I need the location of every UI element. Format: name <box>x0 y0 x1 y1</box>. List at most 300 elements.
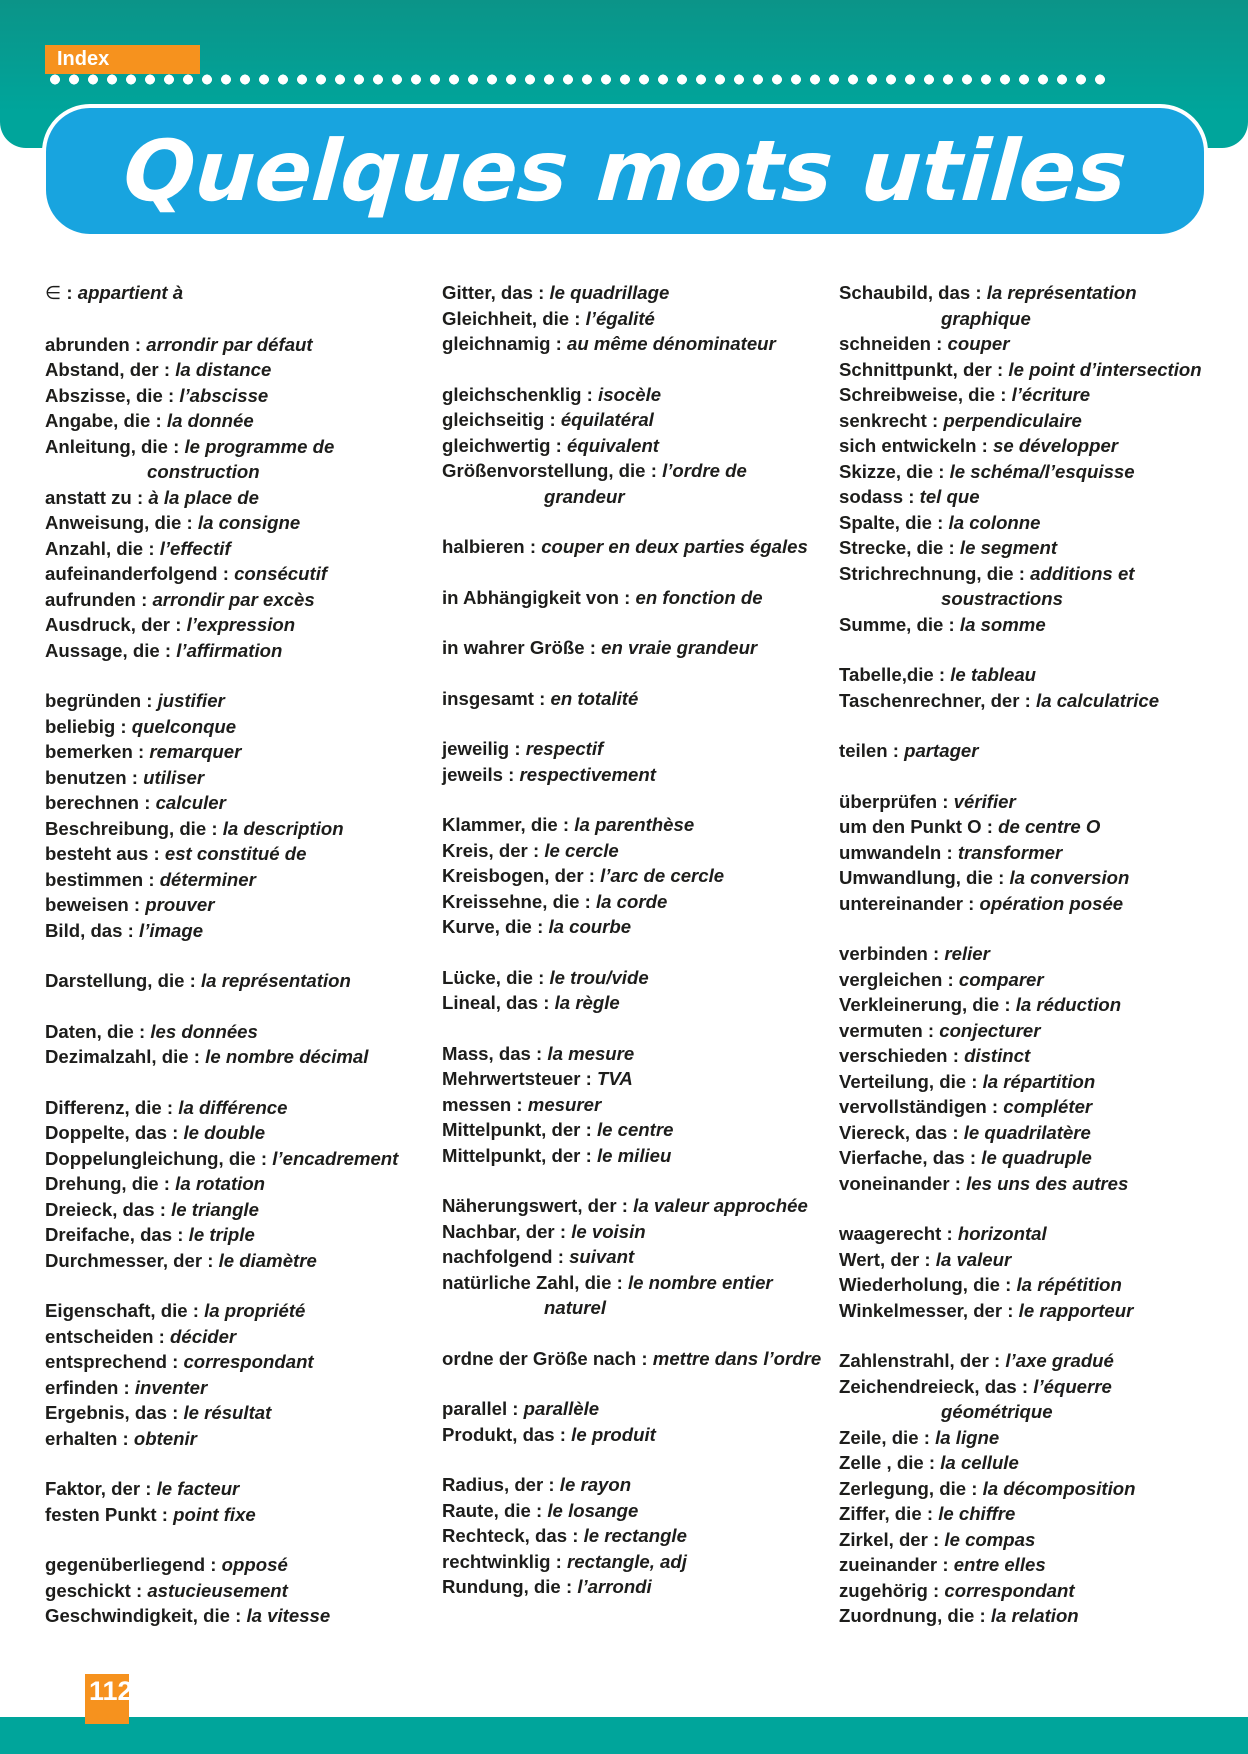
vocab-entry <box>442 762 823 788</box>
vocab-entry <box>442 838 823 864</box>
french-translation: rectangle, adj <box>567 1550 687 1572</box>
french-translation: l’axe gradué <box>1005 1350 1114 1371</box>
german-term: vermuten <box>839 1019 923 1041</box>
separator-colon: : <box>636 1347 653 1369</box>
french-translation: le losange <box>547 1499 639 1521</box>
vocab-entry <box>442 1066 823 1092</box>
vocab-group <box>442 635 823 661</box>
german-term: Ausdruck, der <box>45 614 171 635</box>
separator-colon: : <box>162 384 180 406</box>
german-term: Schreibweise, die <box>839 384 996 405</box>
vocabulary-columns <box>45 280 1220 1629</box>
separator-colon: : <box>532 966 550 988</box>
vocab-entry <box>45 280 426 307</box>
german-term: umwandeln <box>839 841 942 863</box>
separator-colon: : <box>966 1477 983 1499</box>
separator-colon: : <box>532 282 550 303</box>
vocab-entry <box>442 1117 823 1143</box>
separator-colon: : <box>530 1499 548 1521</box>
french-translation: la colonne <box>948 511 1041 533</box>
french-translation: le schéma/l’esquisse <box>949 460 1135 482</box>
french-translation: opération posée <box>979 892 1124 914</box>
french-translation: perpendiculaire <box>943 409 1082 431</box>
french-translation: la distance <box>175 359 272 380</box>
vocab-entry <box>45 561 426 587</box>
page-number-badge <box>85 1674 133 1724</box>
vocab-entry <box>45 1603 426 1629</box>
separator-colon: : <box>927 943 945 964</box>
german-term: jeweils <box>442 763 503 785</box>
french-translation: la valeur approchée <box>633 1195 808 1216</box>
french-translation: conjecturer <box>939 1019 1041 1041</box>
german-term: Rundung, die <box>442 1576 561 1597</box>
french-translation: déterminer <box>159 868 256 890</box>
vocab-entry <box>45 688 426 714</box>
german-term: Drehung, die <box>45 1173 159 1194</box>
french-translation: le trou/vide <box>549 966 649 988</box>
separator-colon: : <box>61 282 78 303</box>
french-translation: l’affirmation <box>176 639 283 661</box>
vocab-entry <box>839 1476 1220 1502</box>
separator-colon: : <box>974 1605 991 1626</box>
german-term: Daten, die <box>45 1020 134 1042</box>
vocab-entry <box>442 1396 823 1422</box>
page-number: 112 <box>89 1676 133 1706</box>
french-translation: la corde <box>595 890 668 912</box>
separator-colon: : <box>135 588 153 610</box>
vocab-entry <box>839 1272 1220 1298</box>
french-translation: transformer <box>957 841 1063 863</box>
german-term: entsprechend <box>45 1351 167 1372</box>
separator-colon: : <box>166 1402 184 1423</box>
separator-colon: : <box>560 1576 578 1597</box>
french-translation: la représentation graphique <box>941 282 1137 329</box>
vocab-group <box>442 736 823 787</box>
german-term: Näherungswert, der <box>442 1195 617 1216</box>
separator-colon: : <box>580 1119 597 1140</box>
separator-colon: : <box>926 409 944 431</box>
german-term: aufeinanderfolgend <box>45 563 218 584</box>
separator-colon: : <box>550 434 568 456</box>
separator-colon: : <box>550 1550 568 1572</box>
vocab-entry <box>839 967 1220 993</box>
french-translation: le triple <box>188 1224 255 1245</box>
separator-colon: : <box>927 1579 945 1601</box>
german-term: Doppelungleichung, die <box>45 1147 256 1169</box>
vocab-entry <box>45 1426 426 1452</box>
german-term: Summe, die <box>839 613 944 635</box>
separator-colon: : <box>153 1325 171 1347</box>
german-term: natürliche Zahl, die <box>442 1271 612 1293</box>
separator-colon: : <box>531 916 549 937</box>
german-term: Zuordnung, die <box>839 1605 975 1626</box>
vocab-entry <box>442 965 823 991</box>
separator-colon: : <box>187 1300 205 1321</box>
german-term: Viereck, das <box>839 1121 948 1143</box>
french-translation: en totalité <box>550 687 639 709</box>
vocab-group <box>442 812 823 940</box>
german-term: Kreissehne, die <box>442 890 580 912</box>
german-term: Zirkel, der <box>839 1528 928 1550</box>
separator-colon: : <box>154 1198 172 1220</box>
german-term: anstatt zu <box>45 486 132 508</box>
french-translation: est constitué de <box>164 843 307 864</box>
vocab-entry <box>442 331 823 357</box>
german-term: Lineal, das <box>442 992 539 1013</box>
separator-colon: : <box>530 1042 548 1064</box>
french-translation: la somme <box>959 613 1046 635</box>
separator-colon: : <box>937 790 954 812</box>
separator-colon: : <box>1013 562 1031 584</box>
french-translation: mesurer <box>527 1093 602 1115</box>
french-translation: l’image <box>139 919 204 941</box>
separator-colon: : <box>166 1351 184 1372</box>
separator-colon: : <box>999 994 1016 1015</box>
vocab-group <box>442 280 823 357</box>
french-translation: l’équerre géométrique <box>941 1375 1112 1422</box>
french-translation: en fonction de <box>635 586 763 608</box>
separator-colon: : <box>502 763 520 785</box>
german-term: Schnittpunkt, der <box>839 358 992 380</box>
vocab-group <box>442 585 823 611</box>
french-translation: la valeur <box>935 1248 1012 1270</box>
vocab-entry <box>839 1221 1220 1247</box>
french-translation: l’ordre de grandeur <box>544 460 747 507</box>
french-translation: le point d’intersection <box>1008 358 1202 380</box>
german-term: zugehörig <box>839 1579 928 1601</box>
vocab-entry <box>442 635 823 661</box>
german-term: festen Punkt <box>45 1503 157 1525</box>
vocab-group <box>839 1221 1220 1323</box>
separator-colon: : <box>580 1068 597 1089</box>
german-term: jeweilig <box>442 738 510 759</box>
vocab-entry <box>442 736 823 762</box>
french-translation: la cellule <box>940 1452 1019 1473</box>
separator-colon: : <box>133 1020 151 1042</box>
separator-colon: : <box>995 384 1012 405</box>
separator-colon: : <box>170 614 187 635</box>
vocab-group <box>45 968 426 994</box>
separator-colon: : <box>999 1274 1017 1295</box>
french-translation: couper en deux parties égales <box>541 536 808 557</box>
german-term: halbieren <box>442 536 525 557</box>
french-translation: calculer <box>155 792 226 813</box>
vocab-entry <box>839 612 1220 638</box>
separator-colon: : <box>583 865 601 886</box>
vocab-entry <box>839 1120 1220 1146</box>
vocab-entry <box>839 814 1220 840</box>
french-translation: le tableau <box>950 664 1037 685</box>
vocab-entry <box>442 382 823 408</box>
vocab-entry <box>839 688 1220 714</box>
french-translation: de centre O <box>998 816 1101 837</box>
separator-colon: : <box>115 715 132 737</box>
german-term: gegenüberliegend <box>45 1554 206 1575</box>
vocab-entry <box>45 739 426 765</box>
german-term: Verkleinerung, die <box>839 994 1000 1015</box>
vocab-entry <box>45 408 426 434</box>
separator-colon: : <box>140 1478 157 1499</box>
separator-colon: : <box>949 1172 967 1194</box>
german-term: Spalte, die <box>839 511 932 533</box>
separator-colon: : <box>554 1423 572 1445</box>
german-term: vergleichen <box>839 968 943 990</box>
french-translation: correspondant <box>944 1579 1075 1601</box>
french-translation: équivalent <box>567 434 659 456</box>
vocab-entry <box>442 534 823 560</box>
vocab-entry <box>839 789 1220 815</box>
vocab-entry <box>442 1472 823 1498</box>
vocab-entry <box>45 790 426 816</box>
vocab-entry <box>442 1270 823 1321</box>
separator-colon: : <box>947 1121 964 1143</box>
index-tab <box>45 45 200 74</box>
separator-colon: : <box>533 687 551 709</box>
french-translation: la différence <box>178 1096 288 1118</box>
separator-colon: : <box>143 537 160 559</box>
vocab-entry <box>45 587 426 613</box>
german-term: Wiederholung, die <box>839 1274 1000 1295</box>
french-translation: la ligne <box>935 1426 1000 1448</box>
german-term: senkrecht <box>839 409 927 431</box>
separator-colon: : <box>538 992 555 1013</box>
vocab-entry <box>45 1552 426 1578</box>
vocab-group <box>45 688 426 943</box>
vocab-entry <box>442 1346 823 1372</box>
vocab-entry <box>839 1603 1220 1629</box>
vocab-entry <box>442 1244 823 1270</box>
vocab-entry <box>839 1578 1220 1604</box>
vocab-entry <box>442 1143 823 1169</box>
french-translation: quelconque <box>131 715 237 737</box>
german-term: Rechteck, das <box>442 1525 568 1546</box>
german-term: Umwandlung, die <box>839 867 993 888</box>
vocab-group <box>839 789 1220 917</box>
german-term: besteht aus <box>45 843 149 864</box>
separator-colon: : <box>933 664 951 685</box>
german-term: Schaubild, das <box>839 282 971 303</box>
german-term: Dreifache, das <box>45 1224 173 1245</box>
vocab-entry <box>442 280 823 306</box>
vocab-entry <box>839 1527 1220 1553</box>
french-translation: mettre dans l’ordre <box>652 1347 822 1369</box>
french-translation: astucieusement <box>147 1579 288 1601</box>
german-term: Zeichendreieck, das <box>839 1375 1017 1397</box>
german-term: gleichseitig <box>442 409 545 430</box>
french-translation: respectivement <box>519 763 656 785</box>
vocab-entry <box>442 914 823 940</box>
separator-colon: : <box>616 1195 634 1216</box>
vocab-entry <box>45 485 426 511</box>
vocab-entry <box>442 1219 823 1245</box>
french-translation: arrondir par excès <box>152 588 315 610</box>
french-translation: suivant <box>569 1246 635 1267</box>
vocab-group <box>442 1346 823 1372</box>
french-translation: la mesure <box>547 1042 635 1064</box>
french-translation: l’arc de cercle <box>600 865 725 886</box>
vocab-entry <box>45 357 426 383</box>
separator-colon: : <box>172 1224 189 1245</box>
french-translation: l’écriture <box>1011 384 1091 405</box>
separator-colon: : <box>129 333 147 355</box>
german-term: überprüfen <box>839 790 938 812</box>
vocab-group <box>839 1348 1220 1629</box>
vocab-entry <box>442 1193 823 1219</box>
german-term: Differenz, die <box>45 1096 162 1118</box>
french-translation: additions et soustractions <box>941 562 1135 609</box>
german-term: Geschwindigkeit, die <box>45 1605 230 1626</box>
german-term: Beschreibung, die <box>45 817 207 839</box>
vocab-group <box>442 965 823 1016</box>
german-term: gleichnamig <box>442 333 551 354</box>
french-translation: en vraie grandeur <box>601 637 758 658</box>
separator-colon: : <box>970 282 987 303</box>
german-term: gleichwertig <box>442 434 551 456</box>
vocab-entry <box>45 1044 426 1070</box>
german-term: entscheiden <box>45 1325 154 1347</box>
vocab-entry <box>442 306 823 332</box>
separator-colon: : <box>131 486 149 508</box>
german-term: Ziffer, die <box>839 1503 922 1524</box>
german-term: Dreieck, das <box>45 1198 155 1220</box>
separator-colon: : <box>117 1427 134 1449</box>
german-term: Anleitung, die <box>45 435 168 457</box>
vocab-entry <box>839 1374 1220 1425</box>
french-translation: la décomposition <box>982 1477 1136 1499</box>
separator-colon: : <box>141 690 158 711</box>
french-translation: la courbe <box>548 916 632 937</box>
french-translation: la rotation <box>175 1173 266 1194</box>
vocab-entry <box>442 1422 823 1448</box>
french-translation: l’abscisse <box>179 384 269 406</box>
german-term: voneinander <box>839 1172 950 1194</box>
french-translation: équilatéral <box>560 409 654 430</box>
german-term: Wert, der <box>839 1248 920 1270</box>
separator-colon: : <box>964 1147 982 1168</box>
french-translation: l’égalité <box>585 307 655 329</box>
german-term: Mass, das <box>442 1042 531 1064</box>
german-term: erfinden <box>45 1376 119 1398</box>
french-translation: horizontal <box>957 1223 1047 1244</box>
french-translation: distinct <box>964 1045 1031 1066</box>
german-term: Verteilung, die <box>839 1070 967 1092</box>
german-term: um den Punkt O <box>839 816 982 837</box>
separator-colon: : <box>181 512 198 533</box>
german-term: aufrunden <box>45 588 136 610</box>
german-term: Zelle , die <box>839 1452 924 1473</box>
german-term: verbinden <box>839 943 928 964</box>
german-term: Strecke, die <box>839 537 944 558</box>
french-translation: la donnée <box>166 410 254 431</box>
vocab-entry <box>45 1298 426 1324</box>
separator-colon: : <box>579 890 596 912</box>
separator-colon: : <box>922 1019 940 1041</box>
french-translation: comparer <box>958 968 1044 990</box>
german-term: abrunden <box>45 333 130 355</box>
separator-colon: : <box>150 410 167 431</box>
german-term: gleichschenklig <box>442 383 582 405</box>
german-term: Ergebnis, das <box>45 1402 167 1423</box>
german-term: schneiden <box>839 333 931 354</box>
german-term: Eigenschaft, die <box>45 1300 188 1321</box>
vocab-entry <box>442 1092 823 1118</box>
separator-colon: : <box>552 1246 570 1267</box>
separator-colon: : <box>184 970 202 991</box>
french-translation: le double <box>183 1122 266 1143</box>
separator-colon: : <box>941 841 958 863</box>
german-term: ordne der Größe nach <box>442 1347 637 1369</box>
french-translation: la relation <box>990 1605 1079 1626</box>
vocab-entry <box>442 686 823 712</box>
vocab-entry <box>45 612 426 638</box>
separator-colon: : <box>919 1248 936 1270</box>
separator-colon: : <box>1016 1375 1034 1397</box>
separator-colon: : <box>143 868 160 890</box>
vocab-group <box>442 1472 823 1600</box>
separator-colon: : <box>942 968 959 990</box>
separator-colon: : <box>544 409 561 430</box>
vocab-entry <box>45 1019 426 1045</box>
german-term: Mittelpunkt, der <box>442 1144 581 1166</box>
german-term: Vierfache, das <box>839 1147 965 1168</box>
vocab-group <box>45 1095 426 1274</box>
german-term: vervollständigen <box>839 1096 987 1117</box>
french-translation: le voisin <box>571 1220 646 1242</box>
vocab-entry <box>45 510 426 536</box>
german-term: teilen <box>839 740 888 761</box>
separator-colon: : <box>122 919 140 941</box>
vocab-entry <box>839 1171 1220 1197</box>
vocab-entry <box>45 1222 426 1248</box>
separator-colon: : <box>903 486 920 507</box>
french-translation: correspondant <box>183 1351 314 1372</box>
french-translation: parallèle <box>523 1398 600 1419</box>
separator-colon: : <box>217 563 235 584</box>
separator-colon: : <box>569 307 586 329</box>
separator-colon: : <box>619 586 636 608</box>
french-translation: le rapporteur <box>1018 1299 1134 1321</box>
german-term: bestimmen <box>45 868 144 890</box>
german-term: Gleichheit, die <box>442 307 570 329</box>
german-term: Raute, die <box>442 1499 531 1521</box>
vocab-entry <box>839 561 1220 612</box>
german-term: begründen <box>45 690 142 711</box>
separator-colon: : <box>943 613 960 635</box>
separator-colon: : <box>645 460 663 481</box>
french-translation: prouver <box>145 894 215 915</box>
title-banner <box>42 104 1208 238</box>
vocab-group <box>839 738 1220 764</box>
french-translation: décider <box>170 1325 237 1347</box>
vocab-entry <box>442 812 823 838</box>
german-term: Taschenrechner, der <box>839 689 1020 711</box>
vocab-entry <box>45 332 426 358</box>
german-term: Skizze, die <box>839 460 934 482</box>
french-translation: consécutif <box>234 563 328 584</box>
vocab-entry <box>45 1171 426 1197</box>
french-translation: le programme de construction <box>147 435 335 482</box>
vocab-group <box>442 1396 823 1447</box>
german-term: benutzen <box>45 766 127 788</box>
french-translation: justifier <box>157 690 225 711</box>
german-term: Lücke, die <box>442 966 533 988</box>
separator-colon: : <box>937 1554 954 1575</box>
french-translation: les uns des autres <box>966 1172 1129 1194</box>
german-term: bemerken <box>45 741 133 762</box>
french-translation: la conversion <box>1009 867 1130 888</box>
french-translation: l’effectif <box>159 537 231 559</box>
vocab-entry <box>839 865 1220 891</box>
